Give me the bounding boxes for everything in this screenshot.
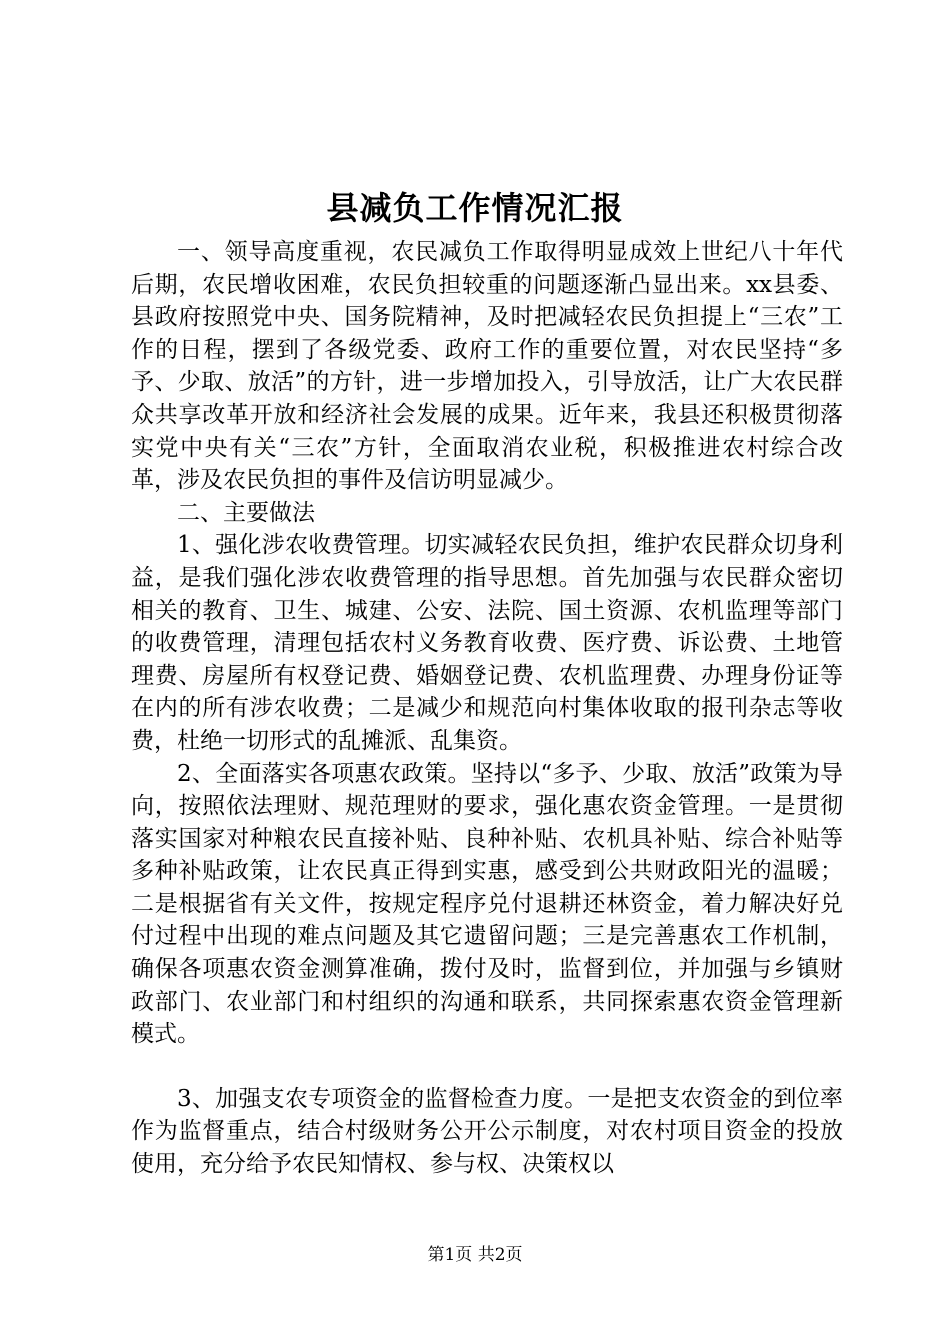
paragraph-fee-management: 1、强化涉农收费管理。切实减轻农民负担，维护农民群众切身利益，是我们强化涉农收费管理的指导思想。首先加强与农民群众密切相关的教育、卫生、城建、公安、法院、国土资源、农机监理等部门的收费管理，清理包括农村义务教育收费、医疗费、诉讼费、土地管理费、房屋所有权登记费、婚姻登记费、农机监理费、办理身份证等在内的所有涉农收费；二是减少和规范向村集体收取的报刊杂志等收费，杜绝一切形式的乱摊派、乱集资。 <box>131 532 843 754</box>
paragraph-leadership: 一、领导高度重视，农民减负工作取得明显成效上世纪八十年代后期，农民增收困难，农民负担较重的问题逐渐凸显出来。xx县委、县政府按照党中央、国务院精神，及时把减轻农民负担提上“三农”工作的日程，摆到了各级党委、政府工作的重要位置，对农民坚持“多予、少取、放活”的方针，进一步增加投入，引导放活，让广大农民群众共享改革开放和经济社会发展的成果。近年来，我县还积极贯彻落实党中央有关“三农”方针，全面取消农业税，积极推进农村综合改革，涉及农民负担的事件及信访明显减少。 <box>131 239 843 494</box>
document-body <box>131 236 843 1181</box>
page-number-footer: 第1页 共2页 <box>427 1245 523 1265</box>
document-title: 县减负工作情况汇报 <box>326 189 624 227</box>
paragraph-fund-supervision: 3、加强支农专项资金的监督检查力度。一是把支农资金的到位率作为监督重点，结合村级财务公开公示制度，对农村项目资金的投放使用，充分给予农民知情权、参与权、决策权以 <box>131 1085 843 1178</box>
heading-main-practices: 二、主要做法 <box>177 499 315 526</box>
paragraph-policy-implementation: 2、全面落实各项惠农政策。坚持以“多予、少取、放活”政策为导向，按照依法理财、规范理财的要求，强化惠农资金管理。一是贯彻落实国家对种粮农民直接补贴、良种补贴、农机具补贴、综合补贴等多种补贴政策，让农民真正得到实惠，感受到公共财政阳光的温暖；二是根据省有关文件，按规定程序兑付退耕还林资金，着力解决好兑付过程中出现的难点问题及其它遗留问题；三是完善惠农工作机制，确保各项惠农资金测算准确，拨付及时，监督到位，并加强与乡镇财政部门、农业部门和村组织的沟通和联系，共同探索惠农资金管理新模式。 <box>131 760 843 1048</box>
